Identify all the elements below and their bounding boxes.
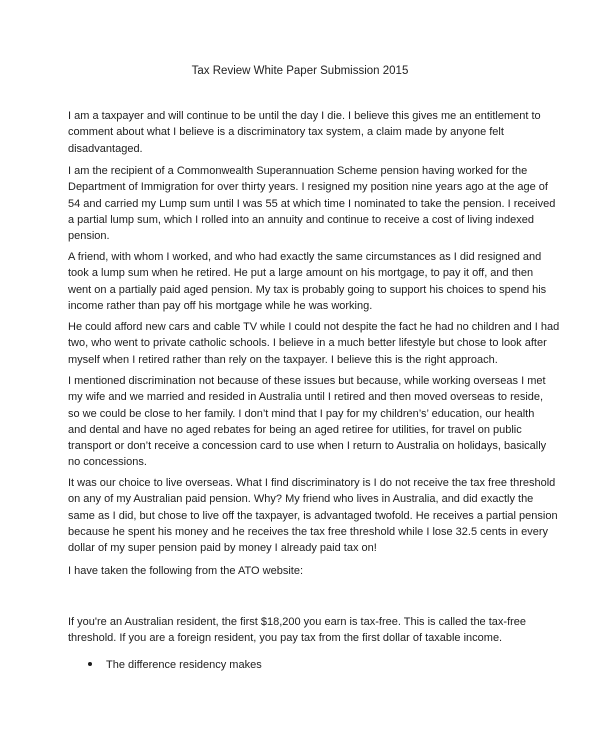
- text-line: two, who went to private catholic schools. I believe in a much better lifestyle but chose to look after: [68, 337, 547, 350]
- bullet-icon: [88, 662, 92, 666]
- text-line: income rather than pay off his mortgage while he was working.: [68, 299, 373, 312]
- text-line: myself when I retired rather than rely on the taxpayer. I believe this is the right approach.: [68, 353, 498, 366]
- text-line: transport or don’t receive a concession card to use when I return to Australia on holidays, basically: [68, 440, 547, 453]
- text-line: dollar of my super pension paid by money I already paid tax on!: [68, 542, 377, 555]
- paragraph: [68, 373, 548, 471]
- text-line: 54 and carried my Lump sum until I was 55 at which time I nominated to take the pension. I received: [68, 197, 556, 210]
- text-line: It was our choice to live overseas. What I find discriminatory is I do not receive the tax free threshold: [68, 477, 556, 489]
- text-line: I mentioned discrimination not because of these issues but because, while working overseas I met: [68, 375, 546, 387]
- quoted-paragraph: [68, 614, 548, 647]
- text-line: If you're an Australian resident, the first $18,200 you earn is tax-free. This is called the tax-free: [68, 616, 527, 628]
- document-title: Tax Review White Paper Submission 2015: [191, 65, 409, 77]
- text-line: threshold. If you are a foreign resident, you pay tax from the first dollar of taxable income.: [68, 632, 503, 645]
- text-line: so we could be close to her family. I don’t mind that I pay for my children’s’ education, our health: [68, 407, 535, 420]
- paragraph: [68, 475, 558, 556]
- bullet-item: [88, 657, 262, 673]
- text-line: my wife and we married and resided in Australia until I retired and then moved overseas to reside,: [68, 391, 544, 404]
- paragraph: [68, 163, 556, 244]
- text-line: and dental and have no aged rebates for being an aged retiree for utilities, for travel on public: [68, 423, 522, 436]
- text-line: went on a partially paid aged pension. My tax is probably going to support his choices to spend his: [68, 283, 547, 296]
- text-line: A friend, with whom I worked, and who had exactly the same circumstances as I did resigned and: [68, 251, 542, 263]
- text-line: pension.: [68, 230, 110, 243]
- text-line: because he spent his money and he receives the tax free threshold while I lose 32.5 cents in every: [68, 525, 549, 538]
- text-line: He could afford new cars and cable TV while I could not despite the fact he had no children and I had: [68, 321, 560, 333]
- bullet-text: The difference residency makes: [106, 659, 262, 671]
- text-line: I have taken the following from the ATO website:: [68, 565, 303, 577]
- text-line: I am the recipient of a Commonwealth Superannuation Scheme pension having worked for the: [68, 165, 528, 177]
- text-line: a partial lump sum, which I rolled into an annuity and continue to receive a cost of living indexed: [68, 213, 534, 226]
- paragraph: [68, 319, 560, 368]
- text-line: disadvantaged.: [68, 142, 143, 155]
- text-line: took a lump sum when he retired. He put a large amount on his mortgage, to pay it off, and then: [68, 267, 534, 280]
- text-line: Department of Immigration for over thirty years. I resigned my position nine years ago at the age of: [68, 181, 548, 194]
- paragraph: [68, 108, 548, 157]
- paragraph: [68, 563, 548, 579]
- text-line: no concessions.: [68, 456, 147, 469]
- text-line: comment about what I believe is a discriminatory tax system, a claim made by anyone felt: [68, 126, 504, 139]
- text-line: on any of my Australian paid pension. Why? My friend who lives in Australia, and did exactly the: [68, 493, 534, 506]
- paragraph: [68, 249, 548, 314]
- text-line: I am a taxpayer and will continue to be until the day I die. I believe this gives me an entitlement to: [68, 110, 541, 122]
- text-line: same as I did, but chose to live off the taxpayer, is advantaged twofold. He receives a partial pension: [68, 509, 558, 522]
